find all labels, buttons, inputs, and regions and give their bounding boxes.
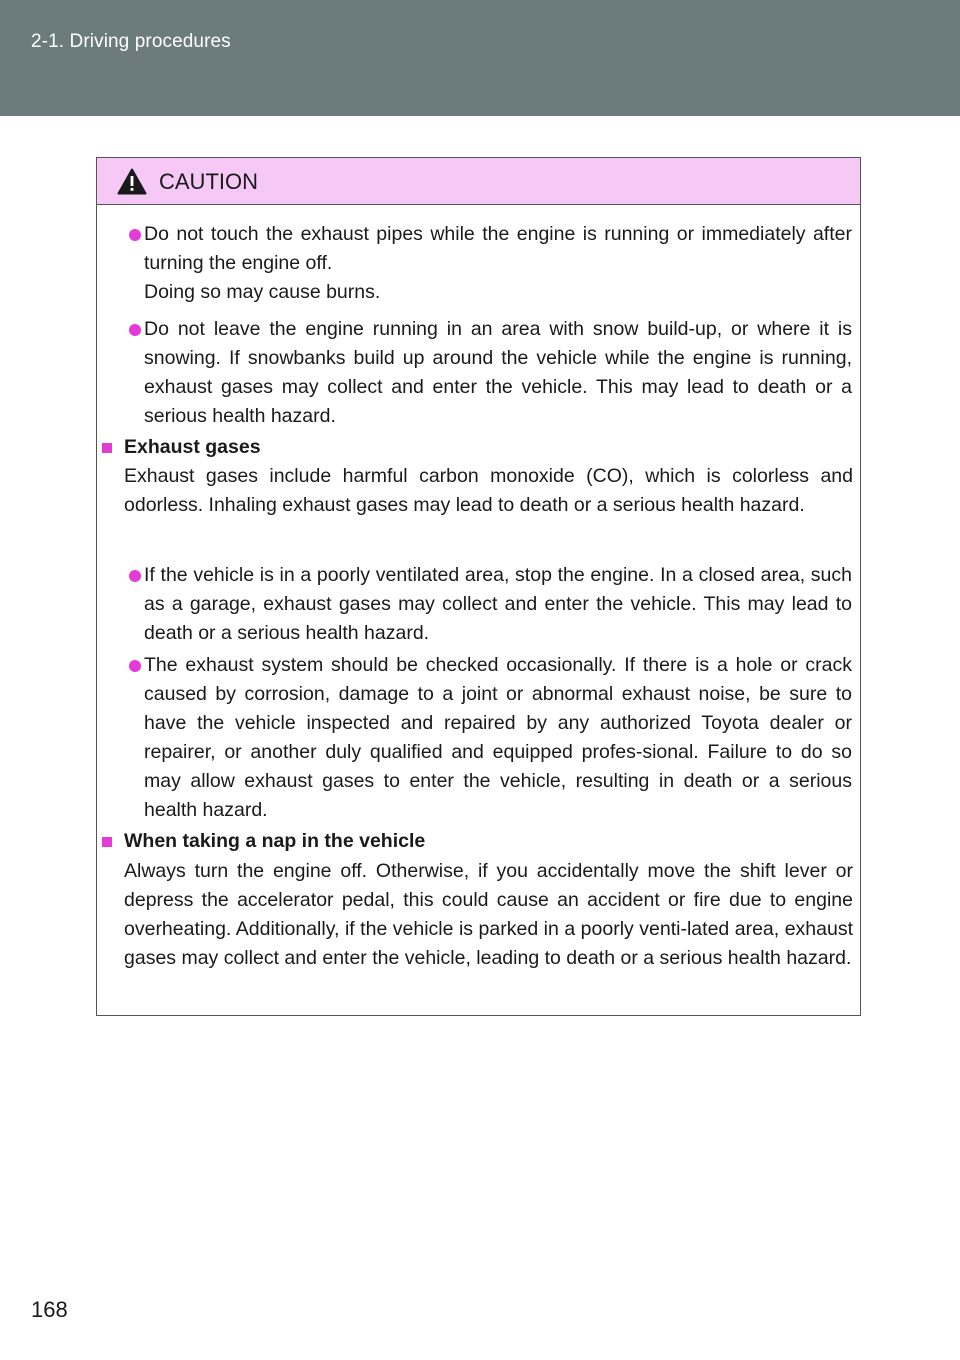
square-bullet-icon: [102, 443, 112, 453]
warning-triangle-icon: [117, 168, 147, 195]
bullet-dot-icon: [129, 229, 141, 241]
bullet-text-continued: Doing so may cause burns.: [144, 281, 381, 303]
caution-header: [97, 158, 860, 205]
bullet-dot-icon: [129, 660, 141, 672]
exhaust-paragraph: Exhaust gases include harmful carbon monoxide (CO), which is colorless and odorless. Inhaling exhaust gases may lead to death or a serious health hazard.: [124, 465, 853, 516]
subheading-nap: When taking a nap in the vehicle: [124, 830, 426, 852]
page-number: 168: [31, 1297, 68, 1322]
nap-paragraph: Always turn the engine off. Otherwise, if you accidentally move the shift lever or depress the accelerator pedal, this could cause an accident or fire due to engine overheating. Additionally, if the vehicle is parked in a poorly venti-lated area, exhaust gases may collect and enter the vehicle, leading to death or a serious health hazard.: [124, 860, 853, 969]
caution-box: [96, 157, 861, 1016]
bullet-text: Do not touch the exhaust pipes while the engine is running or immediately after turning the engine off.: [144, 223, 852, 274]
page-header: [0, 0, 960, 116]
bullet-text: Do not leave the engine running in an area with snow build-up, or where it is snowing. If snowbanks build up around the vehicle while the engine is running, exhaust gases may collect and enter the vehicle. This may lead to death or a serious health hazard.: [144, 318, 852, 427]
list-item: [129, 315, 852, 431]
square-bullet-icon: [102, 837, 112, 847]
bullet-dot-icon: [129, 570, 141, 582]
bullet-dot-icon: [129, 324, 141, 336]
list-item: [129, 651, 852, 825]
list-item: [129, 561, 852, 648]
bullet-text: The exhaust system should be checked occasionally. If there is a hole or crack caused by corrosion, damage to a joint or abnormal exhaust noise, be sure to have the vehicle inspected and repaired by any authorized Toyota dealer or repairer, or another duly qualified and equipped profes-sional. Failure to do so may allow exhaust gases to enter the vehicle, resulting in death or a serious health hazard.: [144, 654, 852, 821]
caution-title: CAUTION: [159, 169, 258, 194]
section-title: 2-1. Driving procedures: [31, 31, 231, 52]
subheading-exhaust-gases: Exhaust gases: [124, 436, 261, 458]
list-item: [129, 220, 852, 307]
bullet-text: If the vehicle is in a poorly ventilated area, stop the engine. In a closed area, such as a garage, exhaust gases may collect and enter the vehicle. This may lead to death or a serious health hazard.: [144, 564, 852, 644]
